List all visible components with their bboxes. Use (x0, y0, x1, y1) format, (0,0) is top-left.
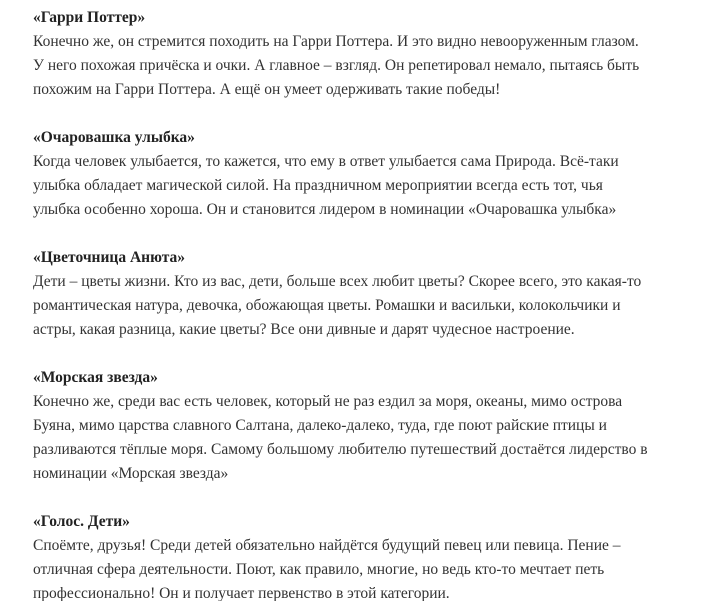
text-line: улыбка особенно хороша. Он и становится лидером в номинации «Очаровашка улыбка» (33, 201, 617, 218)
text-line: Буяна, мимо царства славного Салтана, далеко-далеко, туда, где поют райские птицы и (33, 417, 607, 434)
section-voice-kids (33, 510, 684, 601)
text-line: профессионально! Он и получает первенство в этой категории. (33, 585, 450, 601)
section-harry-potter (33, 6, 684, 102)
section-flower-girl (33, 246, 684, 342)
section-body (33, 534, 684, 601)
section-body (33, 270, 684, 342)
text-line: романтическая натура, девочка, обожающая цветы. Ромашки и васильки, колокольчики и (33, 297, 621, 314)
text-line: Когда человек улыбается, то кажется, что ему в ответ улыбается сама Природа. Всё-таки (33, 153, 619, 170)
text-line: У него похожая причёска и очки. А главное – взгляд. Он репетировал немало, пытаясь быть (33, 57, 640, 74)
section-title: «Голос. Дети» (33, 513, 130, 530)
text-line: Конечно же, он стремится походить на Гарри Поттера. И это видно невооруженным глазом. (33, 33, 639, 50)
section-body (33, 390, 684, 486)
section-body (33, 150, 684, 222)
section-title: «Гарри Поттер» (33, 9, 146, 26)
section-sea-star (33, 366, 684, 486)
section-title: «Морская звезда» (33, 369, 158, 386)
section-charming-smile (33, 126, 684, 222)
text-line: улыбка обладает магической силой. На праздничном мероприятии всегда есть тот, чья (33, 177, 603, 194)
text-line: Дети – цветы жизни. Кто из вас, дети, больше всех любит цветы? Скорее всего, это какая-то (33, 273, 642, 290)
section-title: «Цветочница Анюта» (33, 249, 186, 266)
section-body (33, 30, 684, 102)
section-title: «Очаровашка улыбка» (33, 129, 195, 146)
text-line: отличная сфера деятельности. Поют, как правило, многие, но ведь кто-то мечтает петь (33, 561, 605, 578)
text-line: похожим на Гарри Поттера. А ещё он умеет одерживать такие победы! (33, 81, 501, 98)
text-line: номинации «Морская звезда» (33, 465, 229, 482)
text-line: разливаются тёплые моря. Самому большому любителю путешествий достаётся лидерство в (33, 441, 648, 458)
text-line: Конечно же, среди вас есть человек, который не раз ездил за моря, океаны, мимо острова (33, 393, 623, 410)
text-line: астры, какая разница, какие цветы? Все они дивные и дарят чудесное настроение. (33, 321, 575, 338)
text-line: Споёмте, друзья! Среди детей обязательно найдётся будущий певец или певица. Пение – (33, 537, 621, 554)
